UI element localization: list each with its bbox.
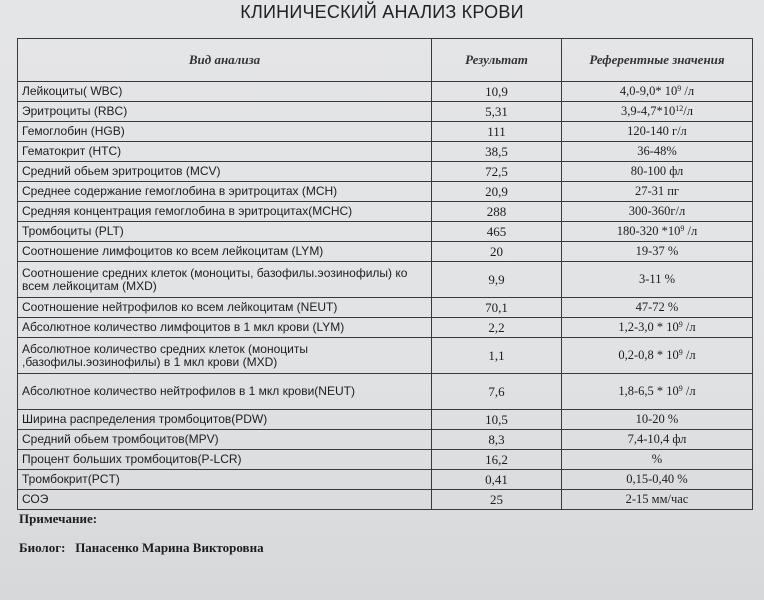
reference-range-cell (562, 202, 753, 222)
analysis-name-cell: СОЭ (18, 490, 432, 510)
reference-range-text: 27-31 пг (634, 184, 680, 198)
table-row (18, 374, 753, 410)
reference-range-text: 3-11 % (639, 272, 675, 286)
reference-range-text: 4,0-9,0* 10 (619, 84, 678, 98)
analysis-name-cell: Среднее содержание гемоглобина в эритроцитах (MCH) (18, 182, 432, 202)
reference-range-text: 1,8-6,5 * 10 (618, 384, 679, 398)
reference-unit: /л (682, 348, 696, 362)
reference-range-text: 180-320 *10 (616, 224, 681, 238)
reference-range-cell (562, 262, 753, 298)
analysis-name-cell: Абсолютное количество лимфоцитов в 1 мкл крови (LYM) (18, 318, 432, 338)
result-value-cell: 10,9 (432, 82, 562, 102)
reference-range-text: 19-37 % (635, 244, 679, 258)
table-row (18, 82, 753, 102)
result-value-cell: 20 (432, 242, 562, 262)
reference-range-text: 7,4-10,4 фл (627, 432, 687, 446)
reference-exponent: 9 (678, 320, 683, 329)
reference-range-cell (562, 374, 753, 410)
result-value-cell: 70,1 (432, 298, 562, 318)
reference-range-text: 0,15-0,40 % (626, 472, 688, 486)
table-row (18, 242, 753, 262)
result-value-cell: 2,2 (432, 318, 562, 338)
reference-range-cell (562, 222, 753, 242)
table-row (18, 298, 753, 318)
reference-range-text: 2-15 мм/час (625, 492, 689, 506)
reference-range-text: 3,9-4,7*10 (621, 104, 676, 118)
table-row (18, 102, 753, 122)
table-row (18, 410, 753, 430)
reference-range-text: 1,2-3,0 * 10 (618, 320, 679, 334)
analysis-name-cell: Абсолютное количество средних клеток (моноциты ,базофилы.эозинофилы) в 1 мкл крови (MXD) (18, 338, 432, 374)
table-row (18, 182, 753, 202)
reference-range-cell (562, 102, 753, 122)
analysis-name-cell: Лейкоциты( WBC) (18, 82, 432, 102)
reference-unit: /л (682, 384, 696, 398)
analysis-name-cell: Соотношение средних клеток (моноциты, базофилы.эозинофилы) ко всем лейкоцитам (MXD) (18, 262, 432, 298)
result-value-cell: 8,3 (432, 430, 562, 450)
reference-range-cell (562, 470, 753, 490)
result-value-cell: 9,9 (432, 262, 562, 298)
reference-range-cell (562, 162, 753, 182)
reference-range-text: 80-100 фл (630, 164, 684, 178)
reference-exponent: 9 (680, 224, 685, 233)
reference-range-cell (562, 142, 753, 162)
reference-range-cell (562, 182, 753, 202)
reference-range-text: % (651, 452, 663, 466)
reference-range-text: 120-140 г/л (627, 124, 687, 138)
results-table (17, 38, 753, 510)
table-row (18, 490, 753, 510)
reference-range-text: 36-48% (637, 144, 677, 158)
reference-range-cell (562, 410, 753, 430)
note-label: Примечание: (19, 511, 98, 526)
reference-range-cell (562, 430, 753, 450)
analysis-name-cell: Гематокрит (HTC) (18, 142, 432, 162)
reference-unit: /л (683, 104, 693, 118)
reference-range-text: 0,2-0,8 * 10 (618, 348, 679, 362)
analysis-name-cell: Тромбоциты (PLT) (18, 222, 432, 242)
analysis-name-cell: Средний обьем тромбоцитов(MPV) (18, 430, 432, 450)
analysis-name-cell: Процент больших тромбоцитов(P-LCR) (18, 450, 432, 470)
result-value-cell: 465 (432, 222, 562, 242)
reference-range-text: 47-72 % (635, 300, 679, 314)
table-header-row (18, 39, 753, 82)
analysis-name-cell: Абсолютное количество нейтрофилов в 1 мкл крови(NEUT) (18, 374, 432, 410)
reference-unit: /л (681, 84, 695, 98)
result-value-cell: 7,6 (432, 374, 562, 410)
analysis-name-cell: Соотношение лимфоцитов ко всем лейкоцитам (LYM) (18, 242, 432, 262)
result-value-cell: 72,5 (432, 162, 562, 182)
table-row (18, 470, 753, 490)
result-value-cell: 25 (432, 490, 562, 510)
reference-range-cell (562, 242, 753, 262)
result-value-cell: 20,9 (432, 182, 562, 202)
result-value-cell: 1,1 (432, 338, 562, 374)
reference-range-cell (562, 490, 753, 510)
analysis-name-cell: Эритроциты (RBC) (18, 102, 432, 122)
analysis-name-cell: Гемоглобин (HGB) (18, 122, 432, 142)
table-row (18, 318, 753, 338)
result-value-cell: 288 (432, 202, 562, 222)
table-row (18, 450, 753, 470)
biologist-signature-line: Биолог: Панасенко Марина Викторовна (19, 540, 264, 555)
header-result: Результат (432, 39, 562, 82)
header-analysis-type: Вид анализа (18, 39, 432, 82)
analysis-name-cell: Тромбокрит(PCT) (18, 470, 432, 490)
reference-unit: /л (682, 320, 696, 334)
table-row (18, 262, 753, 298)
reference-range-text: 10-20 % (635, 412, 679, 426)
table-row (18, 338, 753, 374)
reference-range-text: 300-360г/л (628, 204, 686, 218)
reference-range-cell (562, 450, 753, 470)
analysis-name-cell: Соотношение нейтрофилов ко всем лейкоцитам (NEUT) (18, 298, 432, 318)
result-value-cell: 111 (432, 122, 562, 142)
table-row (18, 222, 753, 242)
reference-range-cell (562, 122, 753, 142)
result-value-cell: 38,5 (432, 142, 562, 162)
result-value-cell: 10,5 (432, 410, 562, 430)
reference-exponent: 12 (675, 104, 684, 113)
header-reference: Референтные значения (562, 39, 753, 82)
results-body (18, 82, 753, 510)
table-row (18, 122, 753, 142)
reference-exponent: 9 (678, 384, 683, 393)
reference-range-cell (562, 298, 753, 318)
reference-range-cell (562, 338, 753, 374)
document-title: КЛИНИЧЕСКИЙ АНАЛИЗ КРОВИ (240, 2, 524, 22)
analysis-name-cell: Средний обьем эритроцитов (MCV) (18, 162, 432, 182)
reference-range-cell (562, 318, 753, 338)
reference-exponent: 9 (678, 348, 683, 357)
reference-range-cell (562, 82, 753, 102)
table-row (18, 142, 753, 162)
result-value-cell: 16,2 (432, 450, 562, 470)
analysis-name-cell: Ширина распределения тромбоцитов(PDW) (18, 410, 432, 430)
reference-exponent: 9 (677, 84, 682, 93)
table-row (18, 162, 753, 182)
result-value-cell: 5,31 (432, 102, 562, 122)
table-row (18, 202, 753, 222)
analysis-name-cell: Средняя концентрация гемоглобина в эритроцитах(MCHC) (18, 202, 432, 222)
reference-unit: /л (684, 224, 698, 238)
table-row (18, 430, 753, 450)
result-value-cell: 0,41 (432, 470, 562, 490)
